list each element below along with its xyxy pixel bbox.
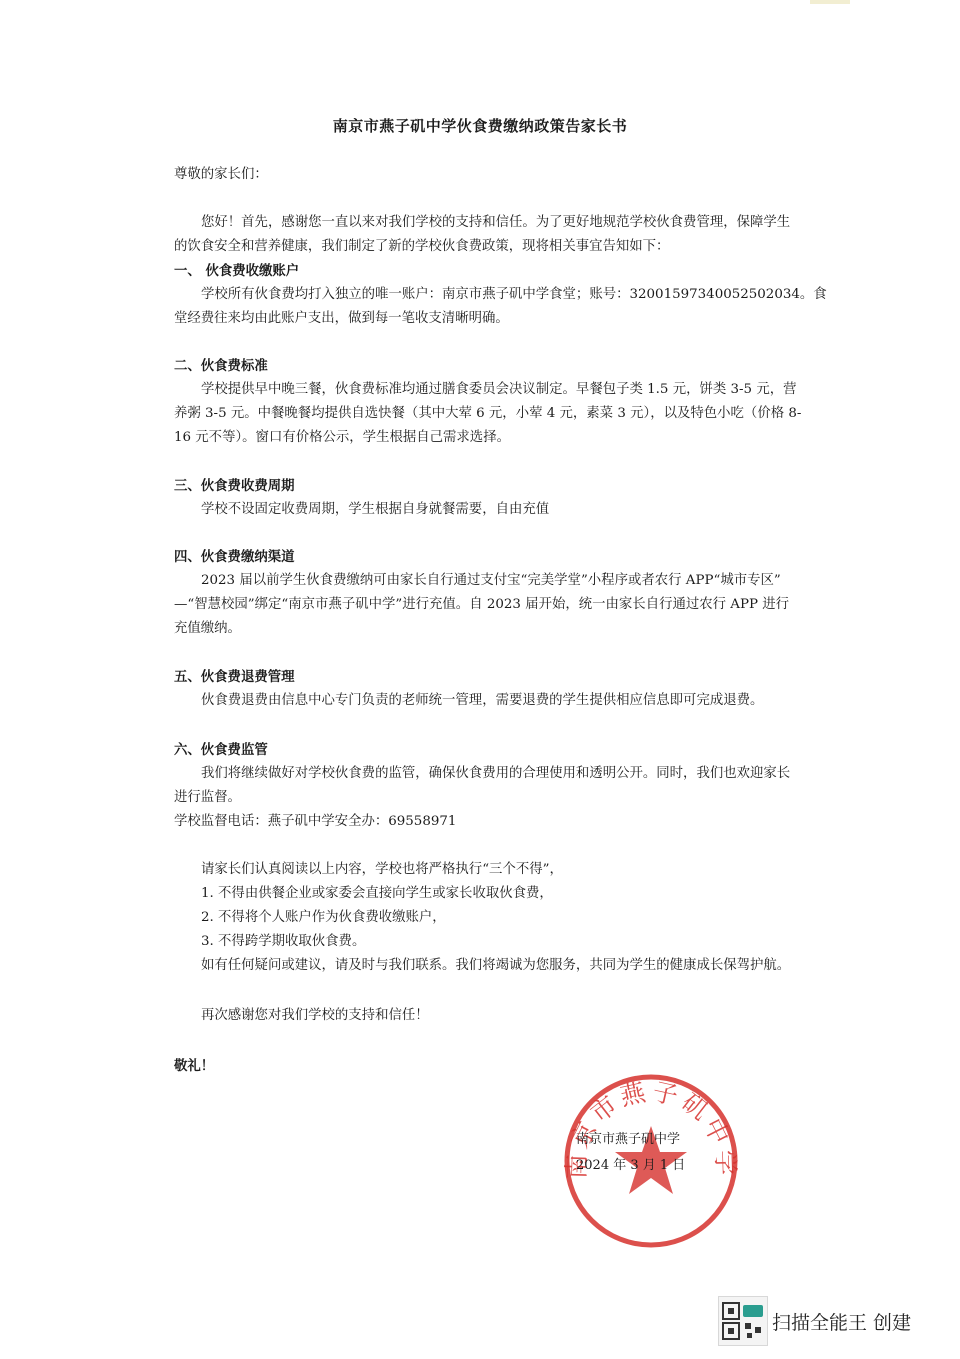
qr-icon: [719, 1297, 767, 1345]
section-5-line-1: 伙食费退费由信息中心专门负责的老师统一管理，需要退费的学生提供相应信息即可完成退费。: [201, 693, 764, 708]
section-4-title: 四、伙食费缴纳渠道: [174, 549, 295, 565]
section-2-line-1: 学校提供早中晚三餐，伙食费标准均通过膳食委员会决议制定。早餐包子类 1.5 元，饼类 3-5 元，营: [201, 382, 797, 397]
camscanner-logo: [718, 1296, 768, 1346]
signature-school: 南京市燕子矶中学: [576, 1132, 681, 1147]
section-6-line-1: 我们将继续做好对学校伙食费的监管，确保伙食费用的合理使用和透明公开。同时，我们也欢迎家长: [201, 766, 791, 781]
section-2-line-2: 养粥 3-5 元。中餐晚餐均提供自选快餐（其中大荤 6 元，小荤 4 元，素菜 3 元），以及特色小吃（价格 8-: [174, 406, 802, 421]
contact-line: 如有任何疑问或建议，请及时与我们联系。我们将竭诚为您服务，共同为学生的健康成长保驾护航。: [201, 958, 791, 973]
rule-2: 2. 不得将个人账户作为伙食费收缴账户，: [201, 910, 446, 925]
salutation: 尊敬的家长们：: [174, 167, 268, 182]
section-3-line-1: 学校不设固定收费周期，学生根据自身就餐需要，自由充值: [201, 502, 550, 517]
closing-intro: 请家长们认真阅读以上内容，学校也将严格执行“三个不得”，: [201, 862, 563, 877]
regards: 敬礼！: [174, 1058, 215, 1074]
section-2-title: 二、伙食费标准: [174, 358, 268, 374]
section-5-title: 五、伙食费退费管理: [174, 669, 295, 685]
section-3-title: 三、伙食费收费周期: [174, 478, 295, 494]
intro-line-2: 的饮食安全和营养健康，我们制定了新的学校伙食费政策，现将相关事宜告知如下：: [174, 239, 670, 254]
section-1-line-2: 堂经费往来均由此账户支出，做到每一笔收支清晰明确。: [174, 311, 509, 326]
document-title: 南京市燕子矶中学伙食费缴纳政策告家长书: [332, 117, 628, 135]
signature-date: 2024 年 3 月 1 日: [576, 1158, 686, 1173]
corner-mark: [810, 0, 850, 4]
scanner-watermark-text: 扫描全能王 创建: [772, 1312, 912, 1334]
seal-text: 南京市燕子矶中学: [561, 1076, 741, 1180]
section-4-line-2: —“智慧校园”绑定“南京市燕子矶中学”进行充值。自 2023 届开始，统一由家长自行通过农行 APP 进行: [174, 597, 790, 612]
section-4-line-1: 2023 届以前学生伙食费缴纳可由家长自行通过支付宝“完美学堂”小程序或者农行 APP“城市专区”: [201, 573, 781, 588]
section-6-title: 六、伙食费监管: [174, 742, 268, 758]
supervision-phone: 学校监督电话：燕子矶中学安全办：69558971: [174, 814, 457, 829]
thanks-line: 再次感谢您对我们学校的支持和信任！: [201, 1008, 429, 1023]
intro-line-1: 您好！首先，感谢您一直以来对我们学校的支持和信任。为了更好地规范学校伙食费管理，保障学生: [201, 215, 791, 230]
section-2-line-3: 16 元不等）。窗口有价格公示，学生根据自己需求选择。: [174, 430, 510, 445]
section-1-title: 一、 伙食费收缴账户: [174, 263, 300, 279]
section-1-line-1: 学校所有伙食费均打入独立的唯一账户：南京市燕子矶中学食堂；账号：32001597340052502034。食: [201, 287, 827, 302]
rule-3: 3. 不得跨学期收取伙食费。: [201, 934, 366, 949]
section-6-line-2: 进行监督。: [174, 790, 241, 805]
rule-1: 1. 不得由供餐企业或家委会直接向学生或家长收取伙食费，: [201, 886, 553, 901]
section-4-line-3: 充值缴纳。: [174, 621, 241, 636]
